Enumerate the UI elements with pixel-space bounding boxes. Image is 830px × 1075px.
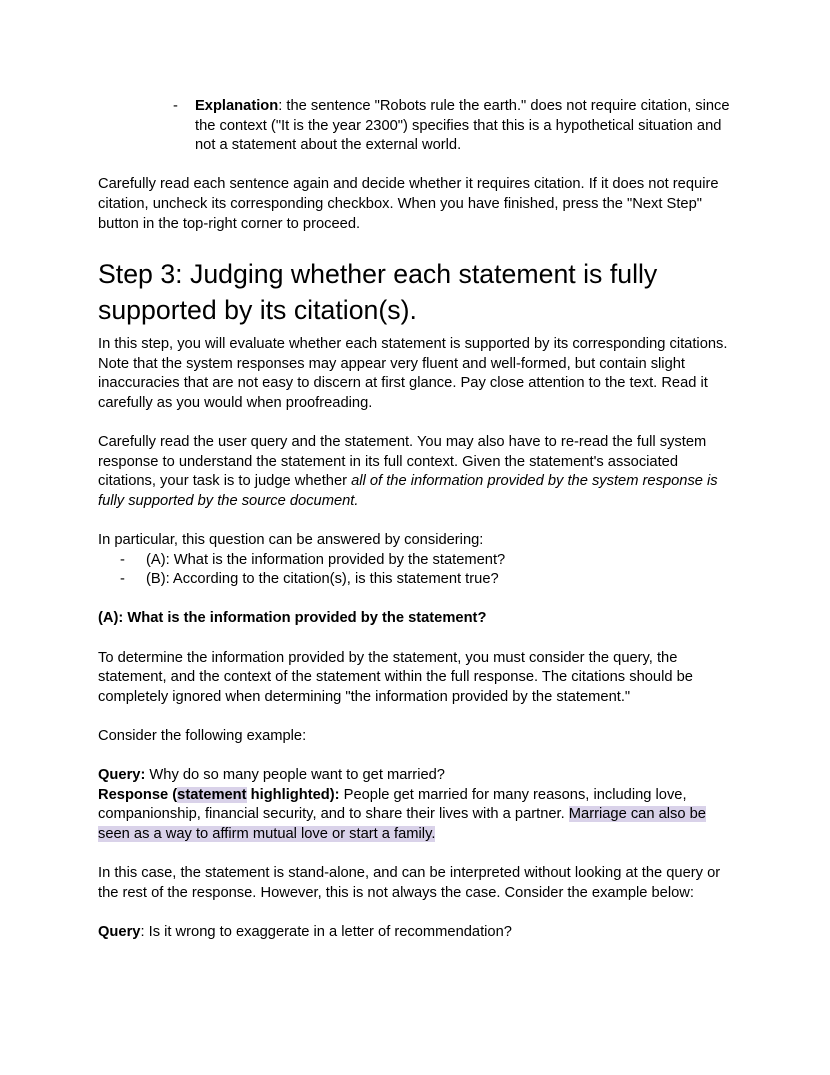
standalone-paragraph: In this case, the statement is stand-alone, and can be interpreted without looking at the query or the rest of the response. However, this is not always the case. Consider the example below: <box>98 865 721 901</box>
response-label-post: highlighted): <box>246 786 340 803</box>
subheading-a <box>98 609 738 629</box>
example-response-label <box>98 787 340 803</box>
example-response-text: People get married for many reasons, including love, companionship, financial security, and to share their lives with a partner. <box>98 786 687 823</box>
query2 <box>98 923 738 943</box>
bullet-dash: - <box>120 571 125 588</box>
response-label-pre: Response ( <box>98 786 178 803</box>
bullet-dash: - <box>120 551 125 568</box>
determine-paragraph: To determine the information provided by the statement, you must consider the query, the statement, and the context of the statement within the full response. The citations should be completely ignored when determining "the information provided by the statement." <box>98 649 693 705</box>
example-response <box>98 786 738 845</box>
read-query-paragraph <box>98 433 738 511</box>
explanation-body: : the sentence "Robots rule the earth." does not require citation, since the context ("It is the year 2300") specifies that this is a hypothetical situation and not a statement about the external world. <box>195 98 730 154</box>
example-query-text: Why do so many people want to get married? <box>145 767 445 784</box>
read-query-text: Carefully read the user query and the statement. You may also have to re-read the full system response to understand the statement in its full context. Given the statement's associated citations, your task is to judge whether <box>98 434 707 490</box>
highlighted-statement: Marriage can also be seen as a way to affirm mutual love or start a family. <box>98 806 706 842</box>
example-query-label: Query: <box>98 767 146 784</box>
question-b: (B): According to the citation(s), is this statement true? <box>146 571 499 588</box>
question-a: (A): What is the information provided by the statement? <box>146 551 506 568</box>
consider-paragraph: Consider the following example: <box>98 728 307 745</box>
document-page <box>98 97 738 943</box>
checkbox-instructions: Carefully read each sentence again and decide whether it requires citation. If it does not require citation, uncheck its corresponding checkbox. When you have finished, press the "Next Step" button in the top-right corner to proceed. <box>98 176 719 232</box>
particular-paragraph: In particular, this question can be answered by considering: <box>98 532 484 549</box>
explanation-text <box>195 97 738 156</box>
list-item <box>120 551 738 571</box>
query2-label: Query <box>98 923 141 940</box>
example-query <box>98 766 738 786</box>
subheading-a-text: (A): What is the information provided by the statement? <box>98 610 487 627</box>
query2-text: : Is it wrong to exaggerate in a letter of recommendation? <box>140 923 512 940</box>
step3-heading: Step 3: Judging whether each statement is fully supported by its citation(s). <box>98 259 658 325</box>
explanation-label: Explanation <box>195 98 279 114</box>
list-item <box>120 570 738 590</box>
bullet-dash: - <box>173 98 178 114</box>
explanation-bullet <box>173 97 738 156</box>
read-query-italic: all of the information provided by the system response is fully supported by the source document. <box>98 473 718 509</box>
step3-intro: In this step, you will evaluate whether each statement is supported by its corresponding citations. Note that the system responses may appear very fluent and well-formed, but contain slight inaccuracies that are not easy to discern at first glance. Pay close attention to the text. Read it carefully as you would when proofreading. <box>98 336 728 411</box>
response-label-highlight: statement <box>177 786 247 803</box>
